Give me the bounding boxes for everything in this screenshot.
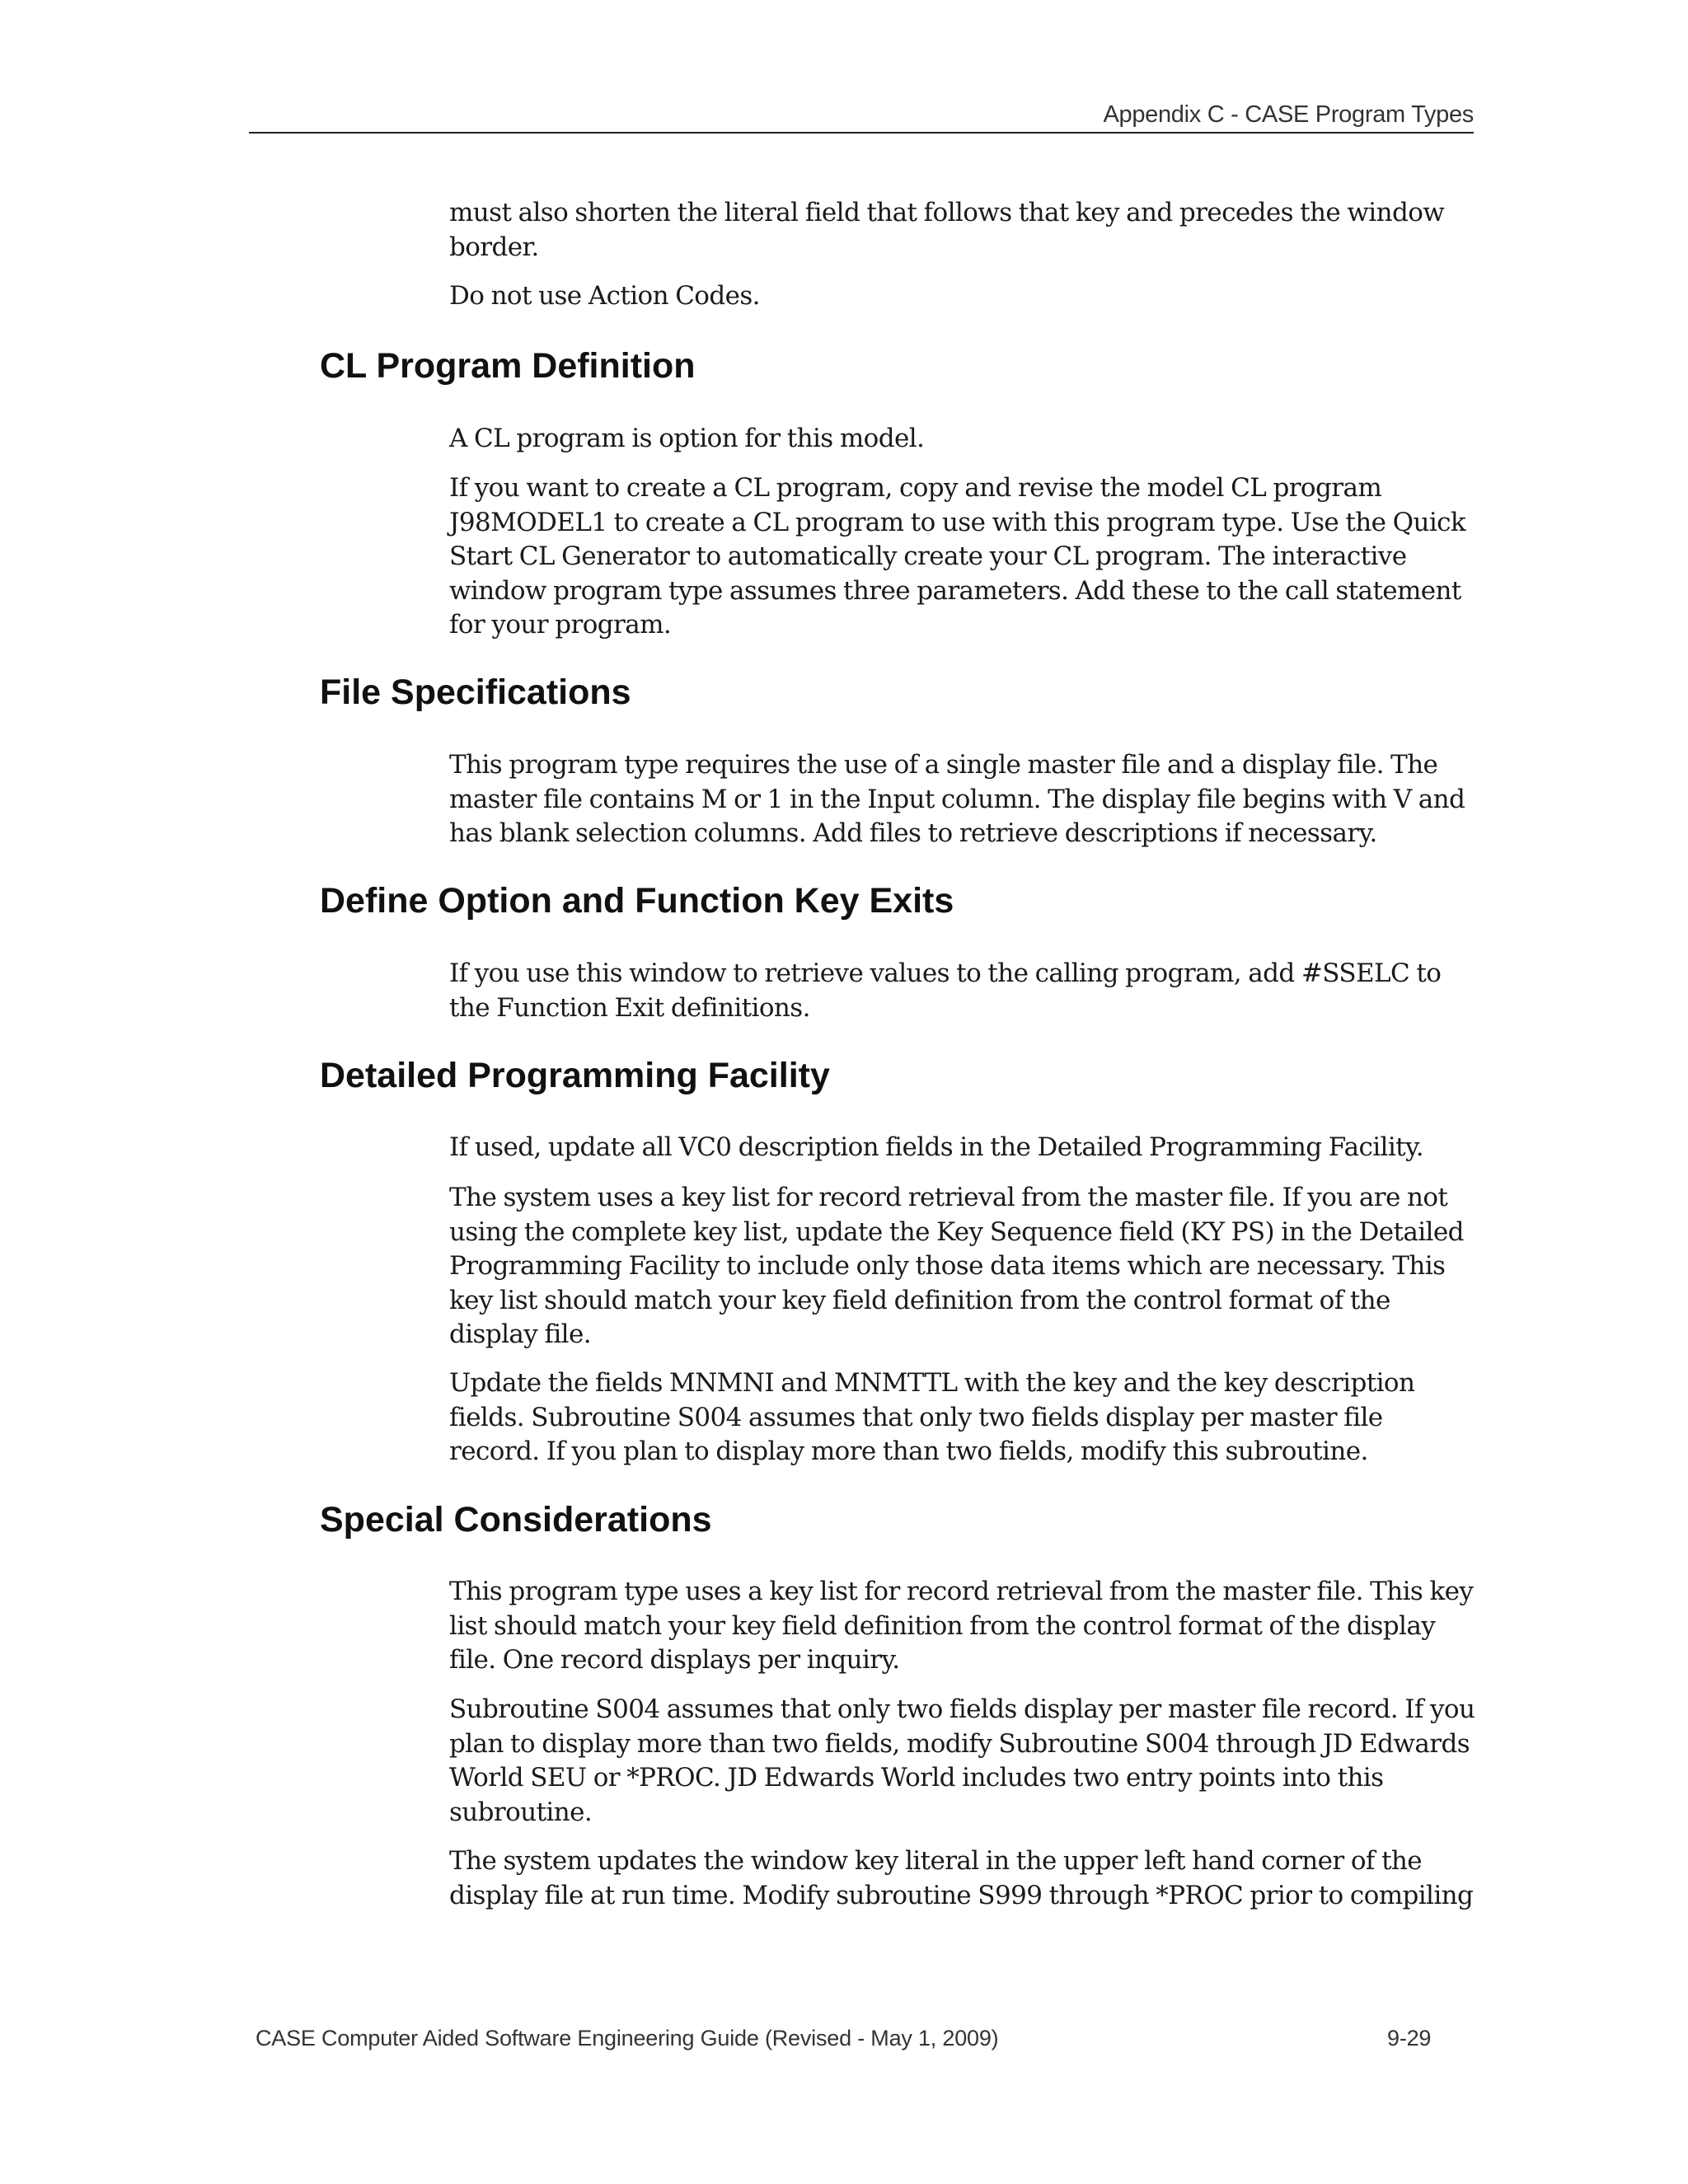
footer-page-number: 9-29 — [1387, 2026, 1432, 2050]
section-paragraph: If you want to create a CL program, copy and revise the model CL program J98MODEL1 to create a CL program to use with this program type. Use the Quick Start CL Generator to automatically create your CL program. The interactive window program type assumes three parameters. Add these to the call statement for your program. — [449, 473, 1466, 640]
section-paragraph: The system updates the window key literal in the upper left hand corner of the display file at run time. Modify subroutine S999 through *PROC prior to compiling — [449, 1846, 1474, 1910]
section-paragraph: If you use this window to retrieve values to the calling program, add #SSELC to the Function Exit definitions. — [449, 958, 1442, 1023]
section-paragraph: This program type uses a key list for record retrieval from the master file. This key list should match your key field definition from the control format of the display file. One record displays per inquiry. — [449, 1577, 1474, 1675]
section-paragraph: Subroutine S004 assumes that only two fields display per master file record. If you plan to display more than two fields, modify Subroutine S004 through JD Edwards World SEU or *PROC. JD Edwards World includes two entry points into this subroutine. — [449, 1694, 1475, 1827]
intro-paragraph: must also shorten the literal field that follows that key and precedes the window border. — [449, 198, 1445, 262]
section-paragraph: Update the fields MNMNI and MNMTTL with the key and the key description fields. Subroutine S004 assumes that only two fields display per master file record. If you plan to display more than two fields, modify this subroutine. — [449, 1368, 1415, 1466]
section-paragraph: This program type requires the use of a single master file and a display file. The master file contains M or 1 in the Input column. The display file begins with V and has blank selection columns. Add files to retrieve descriptions if necessary. — [449, 750, 1465, 848]
section-paragraph: A CL program is option for this model. — [449, 424, 925, 453]
section-heading-cl-program-definition: CL Program Definition — [320, 346, 696, 386]
section-paragraph: The system uses a key list for record retrieval from the master file. If you are not using the complete key list, update the Key Sequence field (KY PS) in the Detailed Programming Facility to include only those data items which are necessary. This key list should match your key field definition from the control format of the display file. — [449, 1183, 1464, 1349]
section-heading-file-specifications: File Specifications — [320, 673, 631, 712]
section-paragraph: If used, update all VC0 description fields in the Detailed Programming Facility. — [449, 1132, 1424, 1162]
intro-paragraph: Do not use Action Codes. — [449, 281, 760, 311]
running-header: Appendix C - CASE Program Types — [249, 97, 1474, 134]
footer-guide-title: CASE Computer Aided Software Engineering Guide (Revised - May 1, 2009) — [256, 2026, 999, 2050]
section-heading-special-considerations: Special Considerations — [320, 1500, 712, 1540]
section-heading-detailed-programming-facility: Detailed Programming Facility — [320, 1056, 830, 1095]
section-heading-define-option-function-key-exits: Define Option and Function Key Exits — [320, 881, 954, 921]
